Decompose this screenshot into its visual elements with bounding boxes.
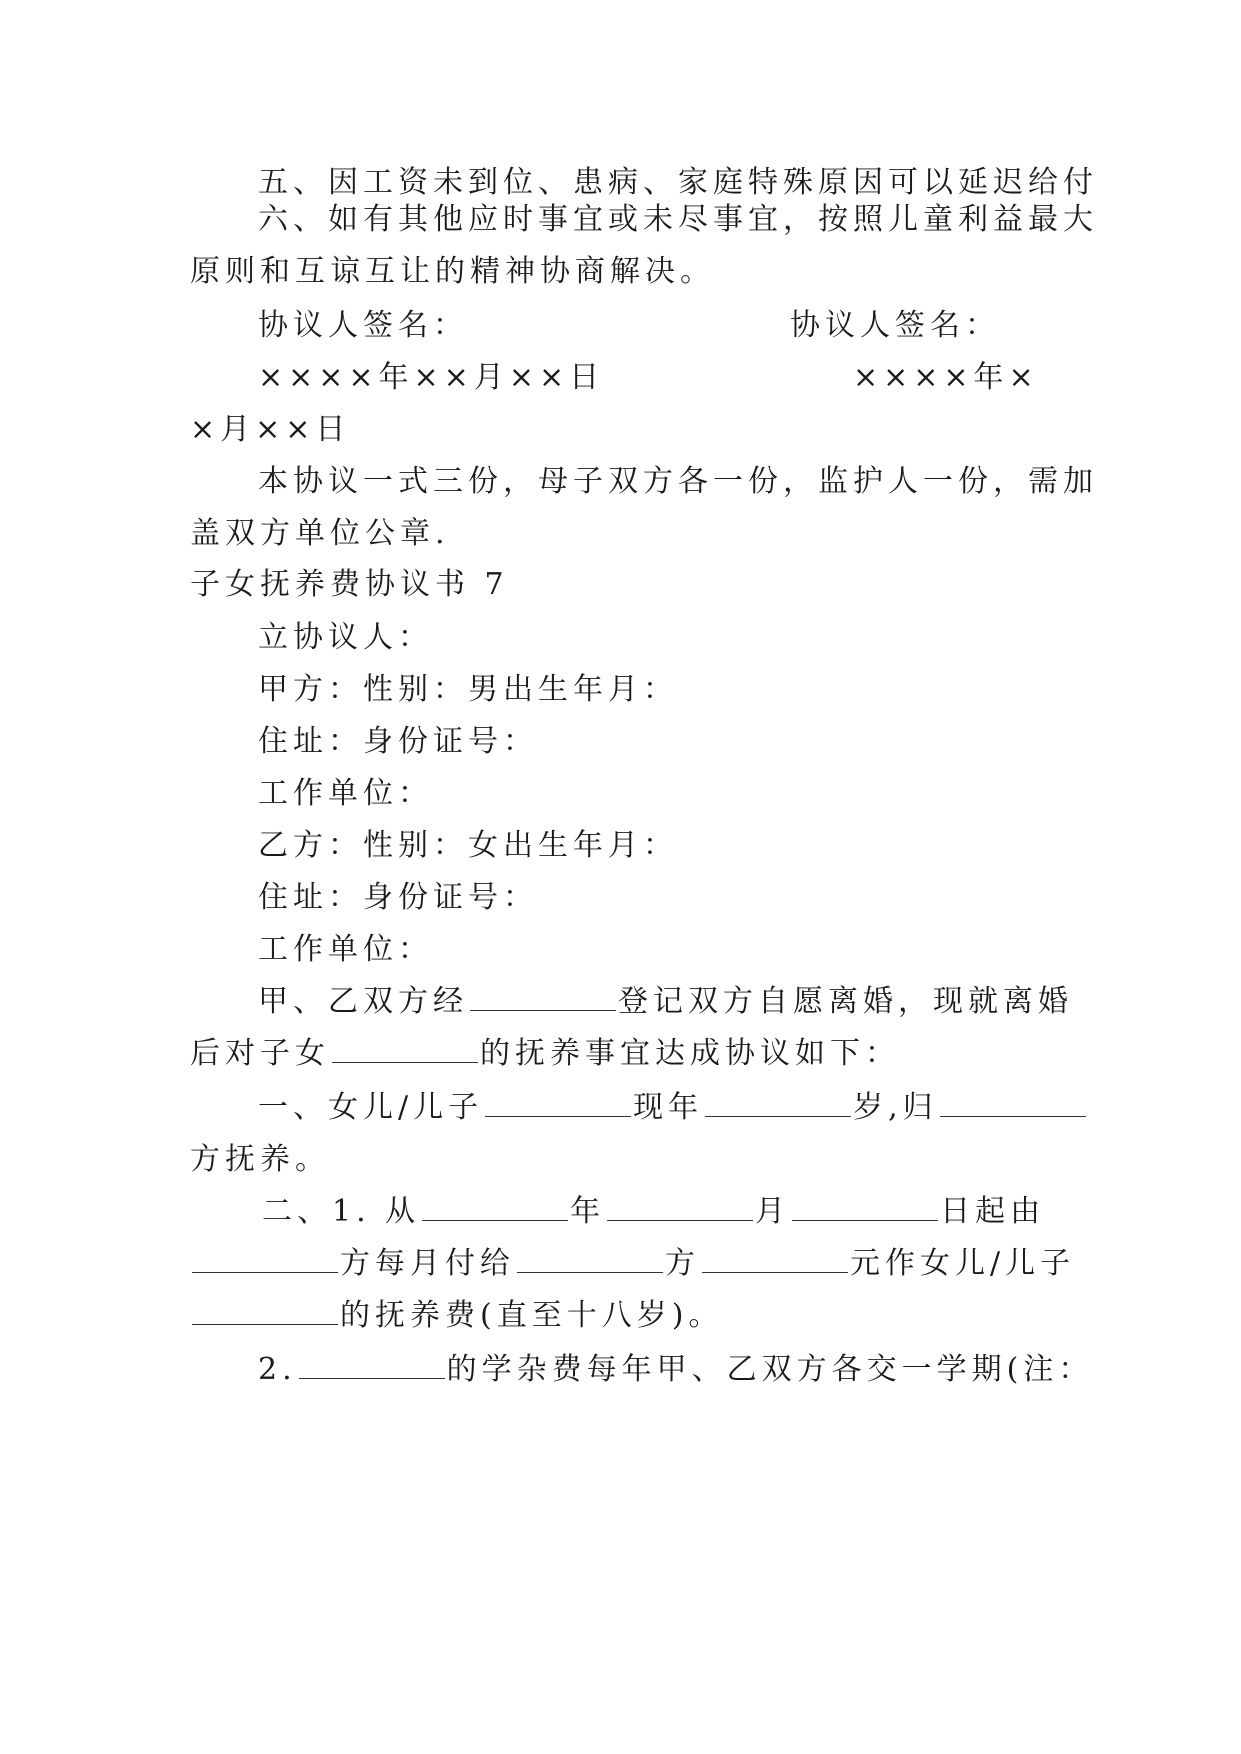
clause2-text-4: 日起由 xyxy=(940,1194,1046,1229)
clause2-text-8: 的抚养费(直至十八岁)。 xyxy=(340,1298,724,1333)
clause3-line1 xyxy=(258,1350,1093,1390)
blank-line xyxy=(192,1298,338,1325)
clause2-text-3: 月 xyxy=(755,1194,791,1229)
clause2-text-5: 方每月付给 xyxy=(340,1246,515,1281)
party-b-work: 工作单位： xyxy=(258,932,433,967)
party-a-info: 甲方：性别：男出生年月： xyxy=(258,672,678,707)
parties-label: 立协议人： xyxy=(258,620,433,655)
clause-five: 五、因工资未到位、患病、家庭特殊原因可以延迟给付 xyxy=(258,165,1098,200)
clause3-text-1: 2. xyxy=(258,1352,297,1387)
clause2-text-6: 方 xyxy=(665,1246,700,1281)
intro-text-1: 甲、乙双方经 xyxy=(258,984,468,1019)
clause3-text-2: 的学杂费每年甲、乙双方各交一学期(注： xyxy=(446,1352,1094,1387)
blank-line xyxy=(485,1090,631,1117)
section-title: 子女抚养费协议书 7 xyxy=(190,567,509,602)
clause-six-line1: 六、如有其他应时事宜或未尽事宜，按照儿童利益最大 xyxy=(258,202,1098,237)
clause2-line3 xyxy=(190,1296,723,1336)
clause2-line2 xyxy=(190,1244,1075,1284)
intro-line1 xyxy=(258,982,1073,1022)
signature-right: 协议人签名： xyxy=(790,308,1000,343)
party-b-info: 乙方：性别：女出生年月： xyxy=(258,828,678,863)
party-a-work: 工作单位： xyxy=(258,776,433,811)
blank-line xyxy=(792,1194,938,1221)
clause2-text-7: 元作女儿/儿子 xyxy=(850,1246,1076,1281)
intro-line2 xyxy=(190,1034,900,1074)
blank-line xyxy=(470,984,616,1011)
clause1-text-1: 一、女儿/儿子 xyxy=(258,1090,484,1125)
blank-line xyxy=(702,1246,848,1273)
intro-text-2: 登记双方自愿离婚，现就离婚 xyxy=(618,984,1073,1019)
date-right-line1: ××××年× xyxy=(853,360,1039,395)
intro-text-4: 的抚养事宜达成协议如下： xyxy=(480,1036,900,1071)
intro-text-3: 后对子女 xyxy=(190,1036,330,1071)
date-right-line2: ×月××日 xyxy=(190,412,351,447)
party-a-address: 住址：身份证号： xyxy=(258,724,538,759)
clause2-text-2: 年 xyxy=(570,1194,606,1229)
clause1-line2: 方抚养。 xyxy=(190,1142,330,1177)
blank-line xyxy=(332,1036,478,1063)
blank-line xyxy=(607,1194,753,1221)
clause1-text-2: 现年 xyxy=(633,1090,704,1125)
blank-line xyxy=(299,1352,445,1379)
blank-line xyxy=(940,1090,1086,1117)
clause1-line1 xyxy=(258,1088,1088,1128)
blank-line xyxy=(705,1090,851,1117)
blank-line xyxy=(517,1246,663,1273)
signature-left: 协议人签名： xyxy=(258,308,468,343)
blank-line xyxy=(422,1194,568,1221)
clause2-text-1: 二、1. 从 xyxy=(262,1194,421,1229)
copies-line2: 盖双方单位公章. xyxy=(190,516,450,551)
clause1-text-3: 岁,归 xyxy=(853,1090,938,1125)
clause-six-line2: 原则和互谅互让的精神协商解决。 xyxy=(190,254,715,289)
date-left: ××××年××月××日 xyxy=(258,360,605,395)
clause2-line1 xyxy=(262,1192,1045,1232)
copies-line1: 本协议一式三份，母子双方各一份，监护人一份，需加 xyxy=(258,464,1098,499)
party-b-address: 住址：身份证号： xyxy=(258,880,538,915)
blank-line xyxy=(192,1246,338,1273)
